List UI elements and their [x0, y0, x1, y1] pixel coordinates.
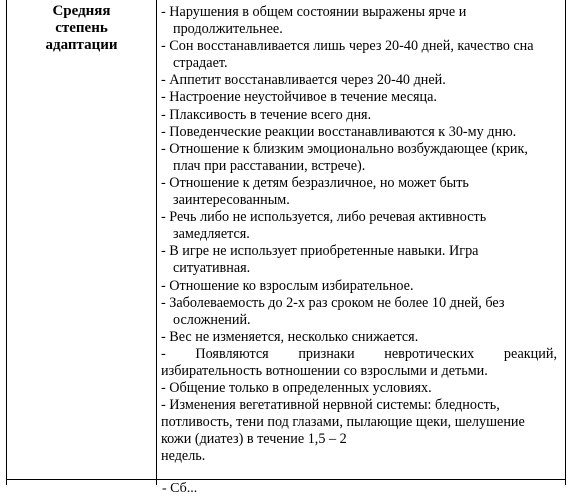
description-line: продолжительнее.	[173, 21, 283, 38]
description-line: недель.	[161, 448, 206, 465]
description-line: - Речь либо не используется, либо речевая активность	[161, 209, 487, 226]
row-label-line: степень	[55, 20, 108, 36]
description-line: - В игре не использует приобретенные навыки. Игра	[161, 243, 479, 260]
row-label-cell	[7, 3, 156, 54]
next-row-peek: - Сб...	[162, 481, 198, 496]
description-line: страдает.	[173, 55, 228, 72]
description-line: осложнений.	[173, 311, 251, 328]
description-line: - Поведенческие реакции восстанавливаются к 30-му дню.	[161, 123, 517, 140]
table-row-divider	[6, 479, 566, 480]
description-line: - Общение только в определенных условиях.	[161, 380, 432, 397]
row-label-line: адаптации	[45, 37, 118, 53]
table-border-right	[565, 0, 566, 485]
description-line: замедляется.	[173, 226, 250, 243]
description-line: избирательность вотношении со взрослыми и детьми.	[161, 362, 488, 379]
table-border-left	[6, 0, 7, 485]
description-line: - Заболеваемость до 2-х раз сроком не более 10 дней, без	[161, 294, 505, 311]
description-line: - Сон восстанавливается лишь через 20-40 дней, качество сна	[161, 38, 534, 55]
description-line: - Аппетит восстанавливается через 20-40 дней.	[161, 72, 446, 89]
description-line: - Настроение неустойчивое в течение месяца.	[161, 89, 437, 106]
description-line: плач при расставании, встрече).	[173, 157, 366, 174]
description-cell	[161, 4, 561, 466]
row-label-line: Средняя	[52, 3, 111, 19]
description-line: - Изменения вегетативной нервной системы: бледность,	[161, 397, 500, 414]
description-line: - Отношение к близким эмоционально возбуждающее (крик,	[161, 140, 528, 157]
description-line: ситуативная.	[173, 260, 251, 277]
description-line: - Отношение к детям безразличное, но может быть	[161, 174, 469, 191]
description-line: - Вес не изменяется, несколько снижается.	[161, 328, 419, 345]
description-line: заинтересованным.	[173, 192, 290, 209]
description-line: кожи (диатез) в течение 1,5 – 2	[161, 431, 347, 448]
description-line: - Нарушения в общем состоянии выражены ярче и	[161, 4, 467, 20]
description-line: потливость, тени под глазами, пылающие щеки, шелушение	[161, 414, 525, 431]
adaptation-table	[6, 0, 566, 485]
table-column-divider	[156, 0, 157, 485]
description-line: - Появляются признаки невротических реакций,	[161, 345, 557, 362]
description-line: - Отношение ко взрослым избирательное.	[161, 277, 414, 294]
description-line: - Плаксивость в течение всего дня.	[161, 106, 372, 123]
